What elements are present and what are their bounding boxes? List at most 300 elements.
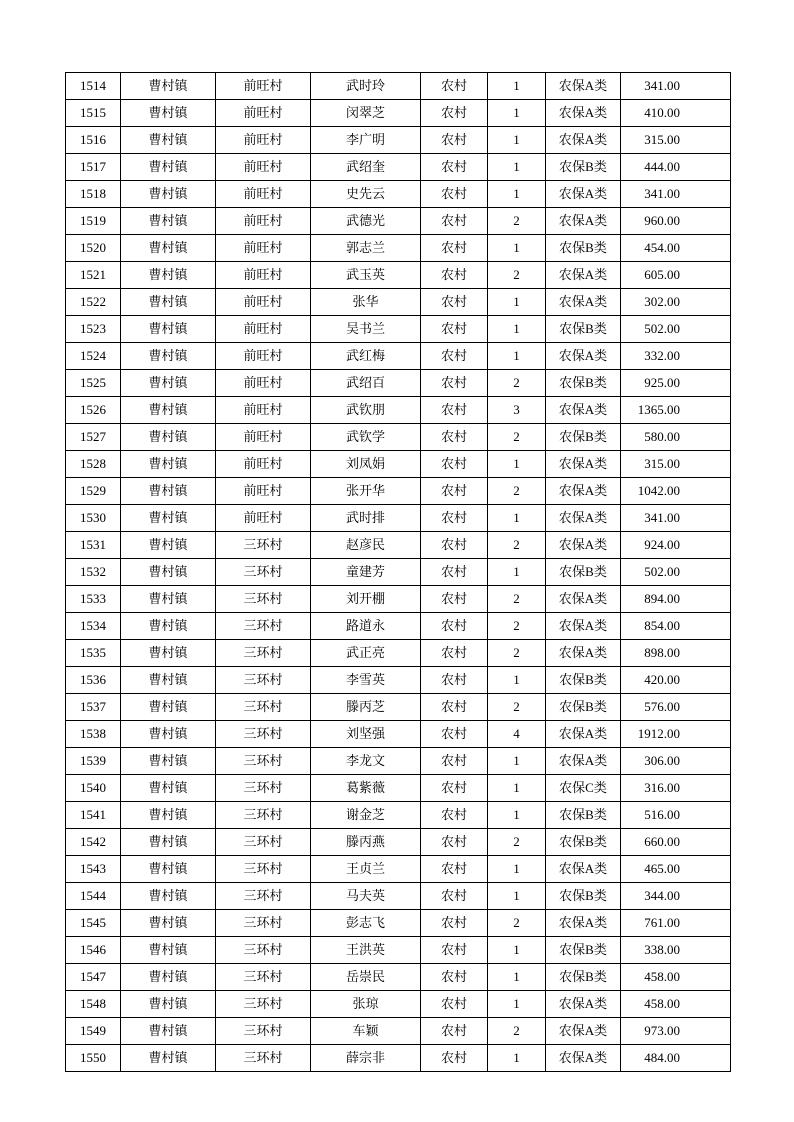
cell-serial-number: 1531 bbox=[66, 532, 121, 559]
cell-name: 刘坚强 bbox=[311, 721, 421, 748]
cell-residence-type: 农村 bbox=[421, 451, 488, 478]
cell-person-count: 1 bbox=[488, 559, 546, 586]
cell-insurance-category: 农保A类 bbox=[546, 181, 621, 208]
table-row bbox=[66, 127, 731, 154]
cell-name: 史先云 bbox=[311, 181, 421, 208]
cell-name: 薛宗非 bbox=[311, 1045, 421, 1072]
cell-residence-type: 农村 bbox=[421, 613, 488, 640]
cell-town: 曹村镇 bbox=[121, 397, 216, 424]
table-row bbox=[66, 802, 731, 829]
cell-person-count: 1 bbox=[488, 451, 546, 478]
cell-residence-type: 农村 bbox=[421, 289, 488, 316]
cell-amount: 341.00 bbox=[621, 73, 731, 100]
cell-serial-number: 1520 bbox=[66, 235, 121, 262]
cell-serial-number: 1532 bbox=[66, 559, 121, 586]
cell-person-count: 1 bbox=[488, 883, 546, 910]
cell-person-count: 1 bbox=[488, 748, 546, 775]
cell-village: 三环村 bbox=[216, 775, 311, 802]
table-row bbox=[66, 343, 731, 370]
cell-amount: 444.00 bbox=[621, 154, 731, 181]
cell-insurance-category: 农保B类 bbox=[546, 883, 621, 910]
cell-serial-number: 1534 bbox=[66, 613, 121, 640]
cell-serial-number: 1550 bbox=[66, 1045, 121, 1072]
cell-amount: 1042.00 bbox=[621, 478, 731, 505]
cell-town: 曹村镇 bbox=[121, 343, 216, 370]
cell-village: 三环村 bbox=[216, 532, 311, 559]
cell-village: 三环村 bbox=[216, 1045, 311, 1072]
cell-name: 李龙文 bbox=[311, 748, 421, 775]
cell-name: 武钦学 bbox=[311, 424, 421, 451]
cell-town: 曹村镇 bbox=[121, 1018, 216, 1045]
cell-amount: 341.00 bbox=[621, 505, 731, 532]
cell-person-count: 1 bbox=[488, 235, 546, 262]
cell-insurance-category: 农保A类 bbox=[546, 73, 621, 100]
cell-person-count: 1 bbox=[488, 964, 546, 991]
cell-person-count: 2 bbox=[488, 910, 546, 937]
cell-residence-type: 农村 bbox=[421, 964, 488, 991]
cell-insurance-category: 农保B类 bbox=[546, 559, 621, 586]
table-row bbox=[66, 694, 731, 721]
cell-town: 曹村镇 bbox=[121, 235, 216, 262]
cell-insurance-category: 农保B类 bbox=[546, 937, 621, 964]
table-row bbox=[66, 559, 731, 586]
cell-town: 曹村镇 bbox=[121, 775, 216, 802]
cell-name: 谢金芝 bbox=[311, 802, 421, 829]
cell-residence-type: 农村 bbox=[421, 100, 488, 127]
cell-person-count: 2 bbox=[488, 208, 546, 235]
cell-name: 刘开棚 bbox=[311, 586, 421, 613]
cell-insurance-category: 农保A类 bbox=[546, 451, 621, 478]
cell-serial-number: 1518 bbox=[66, 181, 121, 208]
cell-insurance-category: 农保A类 bbox=[546, 478, 621, 505]
cell-insurance-category: 农保A类 bbox=[546, 505, 621, 532]
cell-amount: 925.00 bbox=[621, 370, 731, 397]
cell-village: 三环村 bbox=[216, 640, 311, 667]
cell-town: 曹村镇 bbox=[121, 856, 216, 883]
cell-serial-number: 1528 bbox=[66, 451, 121, 478]
cell-residence-type: 农村 bbox=[421, 721, 488, 748]
table-row bbox=[66, 316, 731, 343]
cell-amount: 458.00 bbox=[621, 964, 731, 991]
cell-residence-type: 农村 bbox=[421, 478, 488, 505]
cell-serial-number: 1540 bbox=[66, 775, 121, 802]
cell-insurance-category: 农保A类 bbox=[546, 127, 621, 154]
table-row bbox=[66, 883, 731, 910]
cell-insurance-category: 农保A类 bbox=[546, 721, 621, 748]
cell-insurance-category: 农保B类 bbox=[546, 694, 621, 721]
cell-town: 曹村镇 bbox=[121, 424, 216, 451]
cell-name: 张华 bbox=[311, 289, 421, 316]
cell-name: 刘凤娟 bbox=[311, 451, 421, 478]
cell-serial-number: 1523 bbox=[66, 316, 121, 343]
cell-amount: 580.00 bbox=[621, 424, 731, 451]
cell-residence-type: 农村 bbox=[421, 343, 488, 370]
cell-insurance-category: 农保A类 bbox=[546, 100, 621, 127]
cell-town: 曹村镇 bbox=[121, 559, 216, 586]
cell-person-count: 1 bbox=[488, 316, 546, 343]
cell-serial-number: 1522 bbox=[66, 289, 121, 316]
cell-person-count: 2 bbox=[488, 1018, 546, 1045]
cell-village: 前旺村 bbox=[216, 451, 311, 478]
cell-village: 三环村 bbox=[216, 991, 311, 1018]
cell-name: 吴书兰 bbox=[311, 316, 421, 343]
cell-insurance-category: 农保A类 bbox=[546, 397, 621, 424]
cell-person-count: 1 bbox=[488, 289, 546, 316]
cell-serial-number: 1547 bbox=[66, 964, 121, 991]
cell-name: 童建芳 bbox=[311, 559, 421, 586]
cell-amount: 315.00 bbox=[621, 451, 731, 478]
cell-insurance-category: 农保A类 bbox=[546, 208, 621, 235]
cell-name: 路道永 bbox=[311, 613, 421, 640]
cell-residence-type: 农村 bbox=[421, 856, 488, 883]
cell-insurance-category: 农保A类 bbox=[546, 1018, 621, 1045]
cell-village: 三环村 bbox=[216, 748, 311, 775]
cell-insurance-category: 农保B类 bbox=[546, 370, 621, 397]
cell-residence-type: 农村 bbox=[421, 883, 488, 910]
cell-person-count: 1 bbox=[488, 1045, 546, 1072]
cell-town: 曹村镇 bbox=[121, 910, 216, 937]
cell-residence-type: 农村 bbox=[421, 316, 488, 343]
cell-name: 武玉英 bbox=[311, 262, 421, 289]
table-row bbox=[66, 181, 731, 208]
table-row bbox=[66, 370, 731, 397]
cell-serial-number: 1538 bbox=[66, 721, 121, 748]
cell-serial-number: 1548 bbox=[66, 991, 121, 1018]
cell-name: 彭志飞 bbox=[311, 910, 421, 937]
cell-village: 三环村 bbox=[216, 856, 311, 883]
cell-residence-type: 农村 bbox=[421, 775, 488, 802]
table-row bbox=[66, 289, 731, 316]
cell-village: 三环村 bbox=[216, 613, 311, 640]
table-row bbox=[66, 991, 731, 1018]
cell-insurance-category: 农保A类 bbox=[546, 1045, 621, 1072]
cell-name: 郭志兰 bbox=[311, 235, 421, 262]
cell-amount: 332.00 bbox=[621, 343, 731, 370]
table-row bbox=[66, 640, 731, 667]
cell-person-count: 2 bbox=[488, 370, 546, 397]
cell-serial-number: 1527 bbox=[66, 424, 121, 451]
cell-insurance-category: 农保C类 bbox=[546, 775, 621, 802]
cell-name: 武时排 bbox=[311, 505, 421, 532]
cell-serial-number: 1544 bbox=[66, 883, 121, 910]
cell-town: 曹村镇 bbox=[121, 505, 216, 532]
cell-name: 张开华 bbox=[311, 478, 421, 505]
cell-name: 武钦朋 bbox=[311, 397, 421, 424]
cell-insurance-category: 农保A类 bbox=[546, 991, 621, 1018]
cell-village: 三环村 bbox=[216, 937, 311, 964]
cell-town: 曹村镇 bbox=[121, 991, 216, 1018]
cell-town: 曹村镇 bbox=[121, 613, 216, 640]
cell-person-count: 1 bbox=[488, 991, 546, 1018]
cell-serial-number: 1543 bbox=[66, 856, 121, 883]
table-row bbox=[66, 1045, 731, 1072]
cell-village: 三环村 bbox=[216, 829, 311, 856]
cell-insurance-category: 农保B类 bbox=[546, 667, 621, 694]
cell-name: 武绍奎 bbox=[311, 154, 421, 181]
cell-town: 曹村镇 bbox=[121, 964, 216, 991]
cell-amount: 660.00 bbox=[621, 829, 731, 856]
cell-person-count: 2 bbox=[488, 262, 546, 289]
cell-village: 前旺村 bbox=[216, 235, 311, 262]
cell-person-count: 1 bbox=[488, 667, 546, 694]
cell-town: 曹村镇 bbox=[121, 829, 216, 856]
cell-town: 曹村镇 bbox=[121, 721, 216, 748]
cell-serial-number: 1524 bbox=[66, 343, 121, 370]
cell-village: 前旺村 bbox=[216, 127, 311, 154]
cell-amount: 1365.00 bbox=[621, 397, 731, 424]
cell-person-count: 2 bbox=[488, 586, 546, 613]
cell-serial-number: 1542 bbox=[66, 829, 121, 856]
cell-town: 曹村镇 bbox=[121, 370, 216, 397]
cell-residence-type: 农村 bbox=[421, 1018, 488, 1045]
cell-insurance-category: 农保B类 bbox=[546, 316, 621, 343]
cell-serial-number: 1549 bbox=[66, 1018, 121, 1045]
cell-person-count: 2 bbox=[488, 478, 546, 505]
cell-town: 曹村镇 bbox=[121, 667, 216, 694]
cell-amount: 898.00 bbox=[621, 640, 731, 667]
cell-village: 三环村 bbox=[216, 802, 311, 829]
cell-residence-type: 农村 bbox=[421, 937, 488, 964]
cell-person-count: 1 bbox=[488, 343, 546, 370]
cell-village: 前旺村 bbox=[216, 424, 311, 451]
cell-residence-type: 农村 bbox=[421, 235, 488, 262]
cell-town: 曹村镇 bbox=[121, 802, 216, 829]
cell-town: 曹村镇 bbox=[121, 883, 216, 910]
cell-village: 前旺村 bbox=[216, 154, 311, 181]
cell-person-count: 2 bbox=[488, 829, 546, 856]
cell-residence-type: 农村 bbox=[421, 73, 488, 100]
cell-person-count: 2 bbox=[488, 694, 546, 721]
table-row bbox=[66, 262, 731, 289]
cell-name: 闵翠芝 bbox=[311, 100, 421, 127]
cell-town: 曹村镇 bbox=[121, 532, 216, 559]
cell-serial-number: 1521 bbox=[66, 262, 121, 289]
cell-town: 曹村镇 bbox=[121, 586, 216, 613]
cell-amount: 338.00 bbox=[621, 937, 731, 964]
cell-village: 前旺村 bbox=[216, 478, 311, 505]
table-row bbox=[66, 910, 731, 937]
cell-amount: 502.00 bbox=[621, 316, 731, 343]
cell-serial-number: 1535 bbox=[66, 640, 121, 667]
cell-residence-type: 农村 bbox=[421, 667, 488, 694]
cell-serial-number: 1517 bbox=[66, 154, 121, 181]
cell-name: 武红梅 bbox=[311, 343, 421, 370]
cell-person-count: 1 bbox=[488, 73, 546, 100]
cell-serial-number: 1514 bbox=[66, 73, 121, 100]
cell-insurance-category: 农保B类 bbox=[546, 424, 621, 451]
cell-name: 李雪英 bbox=[311, 667, 421, 694]
cell-insurance-category: 农保A类 bbox=[546, 586, 621, 613]
cell-amount: 344.00 bbox=[621, 883, 731, 910]
cell-serial-number: 1537 bbox=[66, 694, 121, 721]
cell-name: 葛紫薇 bbox=[311, 775, 421, 802]
cell-amount: 576.00 bbox=[621, 694, 731, 721]
cell-name: 王洪英 bbox=[311, 937, 421, 964]
cell-name: 张琼 bbox=[311, 991, 421, 1018]
cell-town: 曹村镇 bbox=[121, 640, 216, 667]
table-row bbox=[66, 397, 731, 424]
cell-residence-type: 农村 bbox=[421, 910, 488, 937]
cell-residence-type: 农村 bbox=[421, 370, 488, 397]
cell-serial-number: 1539 bbox=[66, 748, 121, 775]
cell-serial-number: 1525 bbox=[66, 370, 121, 397]
cell-village: 三环村 bbox=[216, 667, 311, 694]
cell-amount: 306.00 bbox=[621, 748, 731, 775]
cell-residence-type: 农村 bbox=[421, 829, 488, 856]
cell-residence-type: 农村 bbox=[421, 1045, 488, 1072]
cell-insurance-category: 农保A类 bbox=[546, 856, 621, 883]
cell-serial-number: 1533 bbox=[66, 586, 121, 613]
table-row bbox=[66, 478, 731, 505]
table-row bbox=[66, 775, 731, 802]
cell-amount: 484.00 bbox=[621, 1045, 731, 1072]
cell-village: 前旺村 bbox=[216, 397, 311, 424]
cell-town: 曹村镇 bbox=[121, 208, 216, 235]
cell-serial-number: 1546 bbox=[66, 937, 121, 964]
cell-insurance-category: 农保A类 bbox=[546, 910, 621, 937]
cell-residence-type: 农村 bbox=[421, 586, 488, 613]
cell-insurance-category: 农保B类 bbox=[546, 802, 621, 829]
cell-town: 曹村镇 bbox=[121, 127, 216, 154]
table-body bbox=[66, 73, 731, 1072]
cell-insurance-category: 农保A类 bbox=[546, 748, 621, 775]
table-row bbox=[66, 667, 731, 694]
cell-insurance-category: 农保A类 bbox=[546, 640, 621, 667]
cell-person-count: 1 bbox=[488, 100, 546, 127]
cell-name: 滕丙芝 bbox=[311, 694, 421, 721]
cell-amount: 410.00 bbox=[621, 100, 731, 127]
table-row bbox=[66, 613, 731, 640]
cell-insurance-category: 农保B类 bbox=[546, 964, 621, 991]
cell-residence-type: 农村 bbox=[421, 640, 488, 667]
cell-amount: 960.00 bbox=[621, 208, 731, 235]
cell-village: 前旺村 bbox=[216, 370, 311, 397]
cell-village: 前旺村 bbox=[216, 289, 311, 316]
cell-amount: 315.00 bbox=[621, 127, 731, 154]
table-row bbox=[66, 829, 731, 856]
cell-person-count: 2 bbox=[488, 613, 546, 640]
cell-village: 前旺村 bbox=[216, 208, 311, 235]
cell-serial-number: 1541 bbox=[66, 802, 121, 829]
cell-name: 武正亮 bbox=[311, 640, 421, 667]
cell-amount: 458.00 bbox=[621, 991, 731, 1018]
cell-residence-type: 农村 bbox=[421, 424, 488, 451]
table-row bbox=[66, 856, 731, 883]
cell-amount: 454.00 bbox=[621, 235, 731, 262]
cell-person-count: 1 bbox=[488, 856, 546, 883]
cell-insurance-category: 农保A类 bbox=[546, 613, 621, 640]
cell-name: 李广明 bbox=[311, 127, 421, 154]
table-row bbox=[66, 451, 731, 478]
cell-residence-type: 农村 bbox=[421, 802, 488, 829]
table-row bbox=[66, 532, 731, 559]
cell-person-count: 2 bbox=[488, 532, 546, 559]
cell-town: 曹村镇 bbox=[121, 937, 216, 964]
cell-serial-number: 1536 bbox=[66, 667, 121, 694]
cell-amount: 605.00 bbox=[621, 262, 731, 289]
cell-name: 岳崇民 bbox=[311, 964, 421, 991]
cell-person-count: 1 bbox=[488, 775, 546, 802]
cell-village: 三环村 bbox=[216, 910, 311, 937]
cell-town: 曹村镇 bbox=[121, 73, 216, 100]
table-row bbox=[66, 100, 731, 127]
cell-serial-number: 1519 bbox=[66, 208, 121, 235]
cell-village: 前旺村 bbox=[216, 181, 311, 208]
table-row bbox=[66, 1018, 731, 1045]
cell-amount: 465.00 bbox=[621, 856, 731, 883]
cell-residence-type: 农村 bbox=[421, 694, 488, 721]
cell-name: 马夫英 bbox=[311, 883, 421, 910]
table-row bbox=[66, 73, 731, 100]
cell-serial-number: 1529 bbox=[66, 478, 121, 505]
cell-person-count: 2 bbox=[488, 424, 546, 451]
cell-name: 滕丙燕 bbox=[311, 829, 421, 856]
cell-town: 曹村镇 bbox=[121, 694, 216, 721]
cell-residence-type: 农村 bbox=[421, 505, 488, 532]
cell-amount: 420.00 bbox=[621, 667, 731, 694]
cell-person-count: 2 bbox=[488, 640, 546, 667]
table-row bbox=[66, 748, 731, 775]
cell-amount: 341.00 bbox=[621, 181, 731, 208]
cell-name: 武德光 bbox=[311, 208, 421, 235]
cell-insurance-category: 农保B类 bbox=[546, 235, 621, 262]
cell-village: 前旺村 bbox=[216, 73, 311, 100]
cell-town: 曹村镇 bbox=[121, 100, 216, 127]
cell-insurance-category: 农保A类 bbox=[546, 262, 621, 289]
cell-amount: 761.00 bbox=[621, 910, 731, 937]
cell-person-count: 1 bbox=[488, 505, 546, 532]
cell-person-count: 3 bbox=[488, 397, 546, 424]
cell-village: 三环村 bbox=[216, 721, 311, 748]
cell-residence-type: 农村 bbox=[421, 559, 488, 586]
cell-amount: 854.00 bbox=[621, 613, 731, 640]
cell-village: 三环村 bbox=[216, 586, 311, 613]
cell-amount: 316.00 bbox=[621, 775, 731, 802]
cell-person-count: 1 bbox=[488, 127, 546, 154]
cell-village: 前旺村 bbox=[216, 262, 311, 289]
cell-town: 曹村镇 bbox=[121, 748, 216, 775]
table-row bbox=[66, 721, 731, 748]
cell-serial-number: 1516 bbox=[66, 127, 121, 154]
cell-name: 车颖 bbox=[311, 1018, 421, 1045]
cell-insurance-category: 农保A类 bbox=[546, 532, 621, 559]
cell-insurance-category: 农保A类 bbox=[546, 289, 621, 316]
table-row bbox=[66, 424, 731, 451]
cell-residence-type: 农村 bbox=[421, 181, 488, 208]
cell-residence-type: 农村 bbox=[421, 748, 488, 775]
cell-insurance-category: 农保A类 bbox=[546, 343, 621, 370]
cell-residence-type: 农村 bbox=[421, 991, 488, 1018]
cell-town: 曹村镇 bbox=[121, 451, 216, 478]
cell-amount: 1912.00 bbox=[621, 721, 731, 748]
cell-amount: 302.00 bbox=[621, 289, 731, 316]
cell-town: 曹村镇 bbox=[121, 1045, 216, 1072]
cell-village: 三环村 bbox=[216, 883, 311, 910]
cell-village: 前旺村 bbox=[216, 343, 311, 370]
cell-serial-number: 1530 bbox=[66, 505, 121, 532]
cell-person-count: 4 bbox=[488, 721, 546, 748]
cell-village: 三环村 bbox=[216, 559, 311, 586]
residents-benefit-table bbox=[65, 72, 731, 1072]
table-row bbox=[66, 208, 731, 235]
cell-name: 武时玲 bbox=[311, 73, 421, 100]
table-row bbox=[66, 586, 731, 613]
cell-town: 曹村镇 bbox=[121, 478, 216, 505]
table-row bbox=[66, 154, 731, 181]
table-row bbox=[66, 505, 731, 532]
cell-amount: 924.00 bbox=[621, 532, 731, 559]
table-row bbox=[66, 937, 731, 964]
